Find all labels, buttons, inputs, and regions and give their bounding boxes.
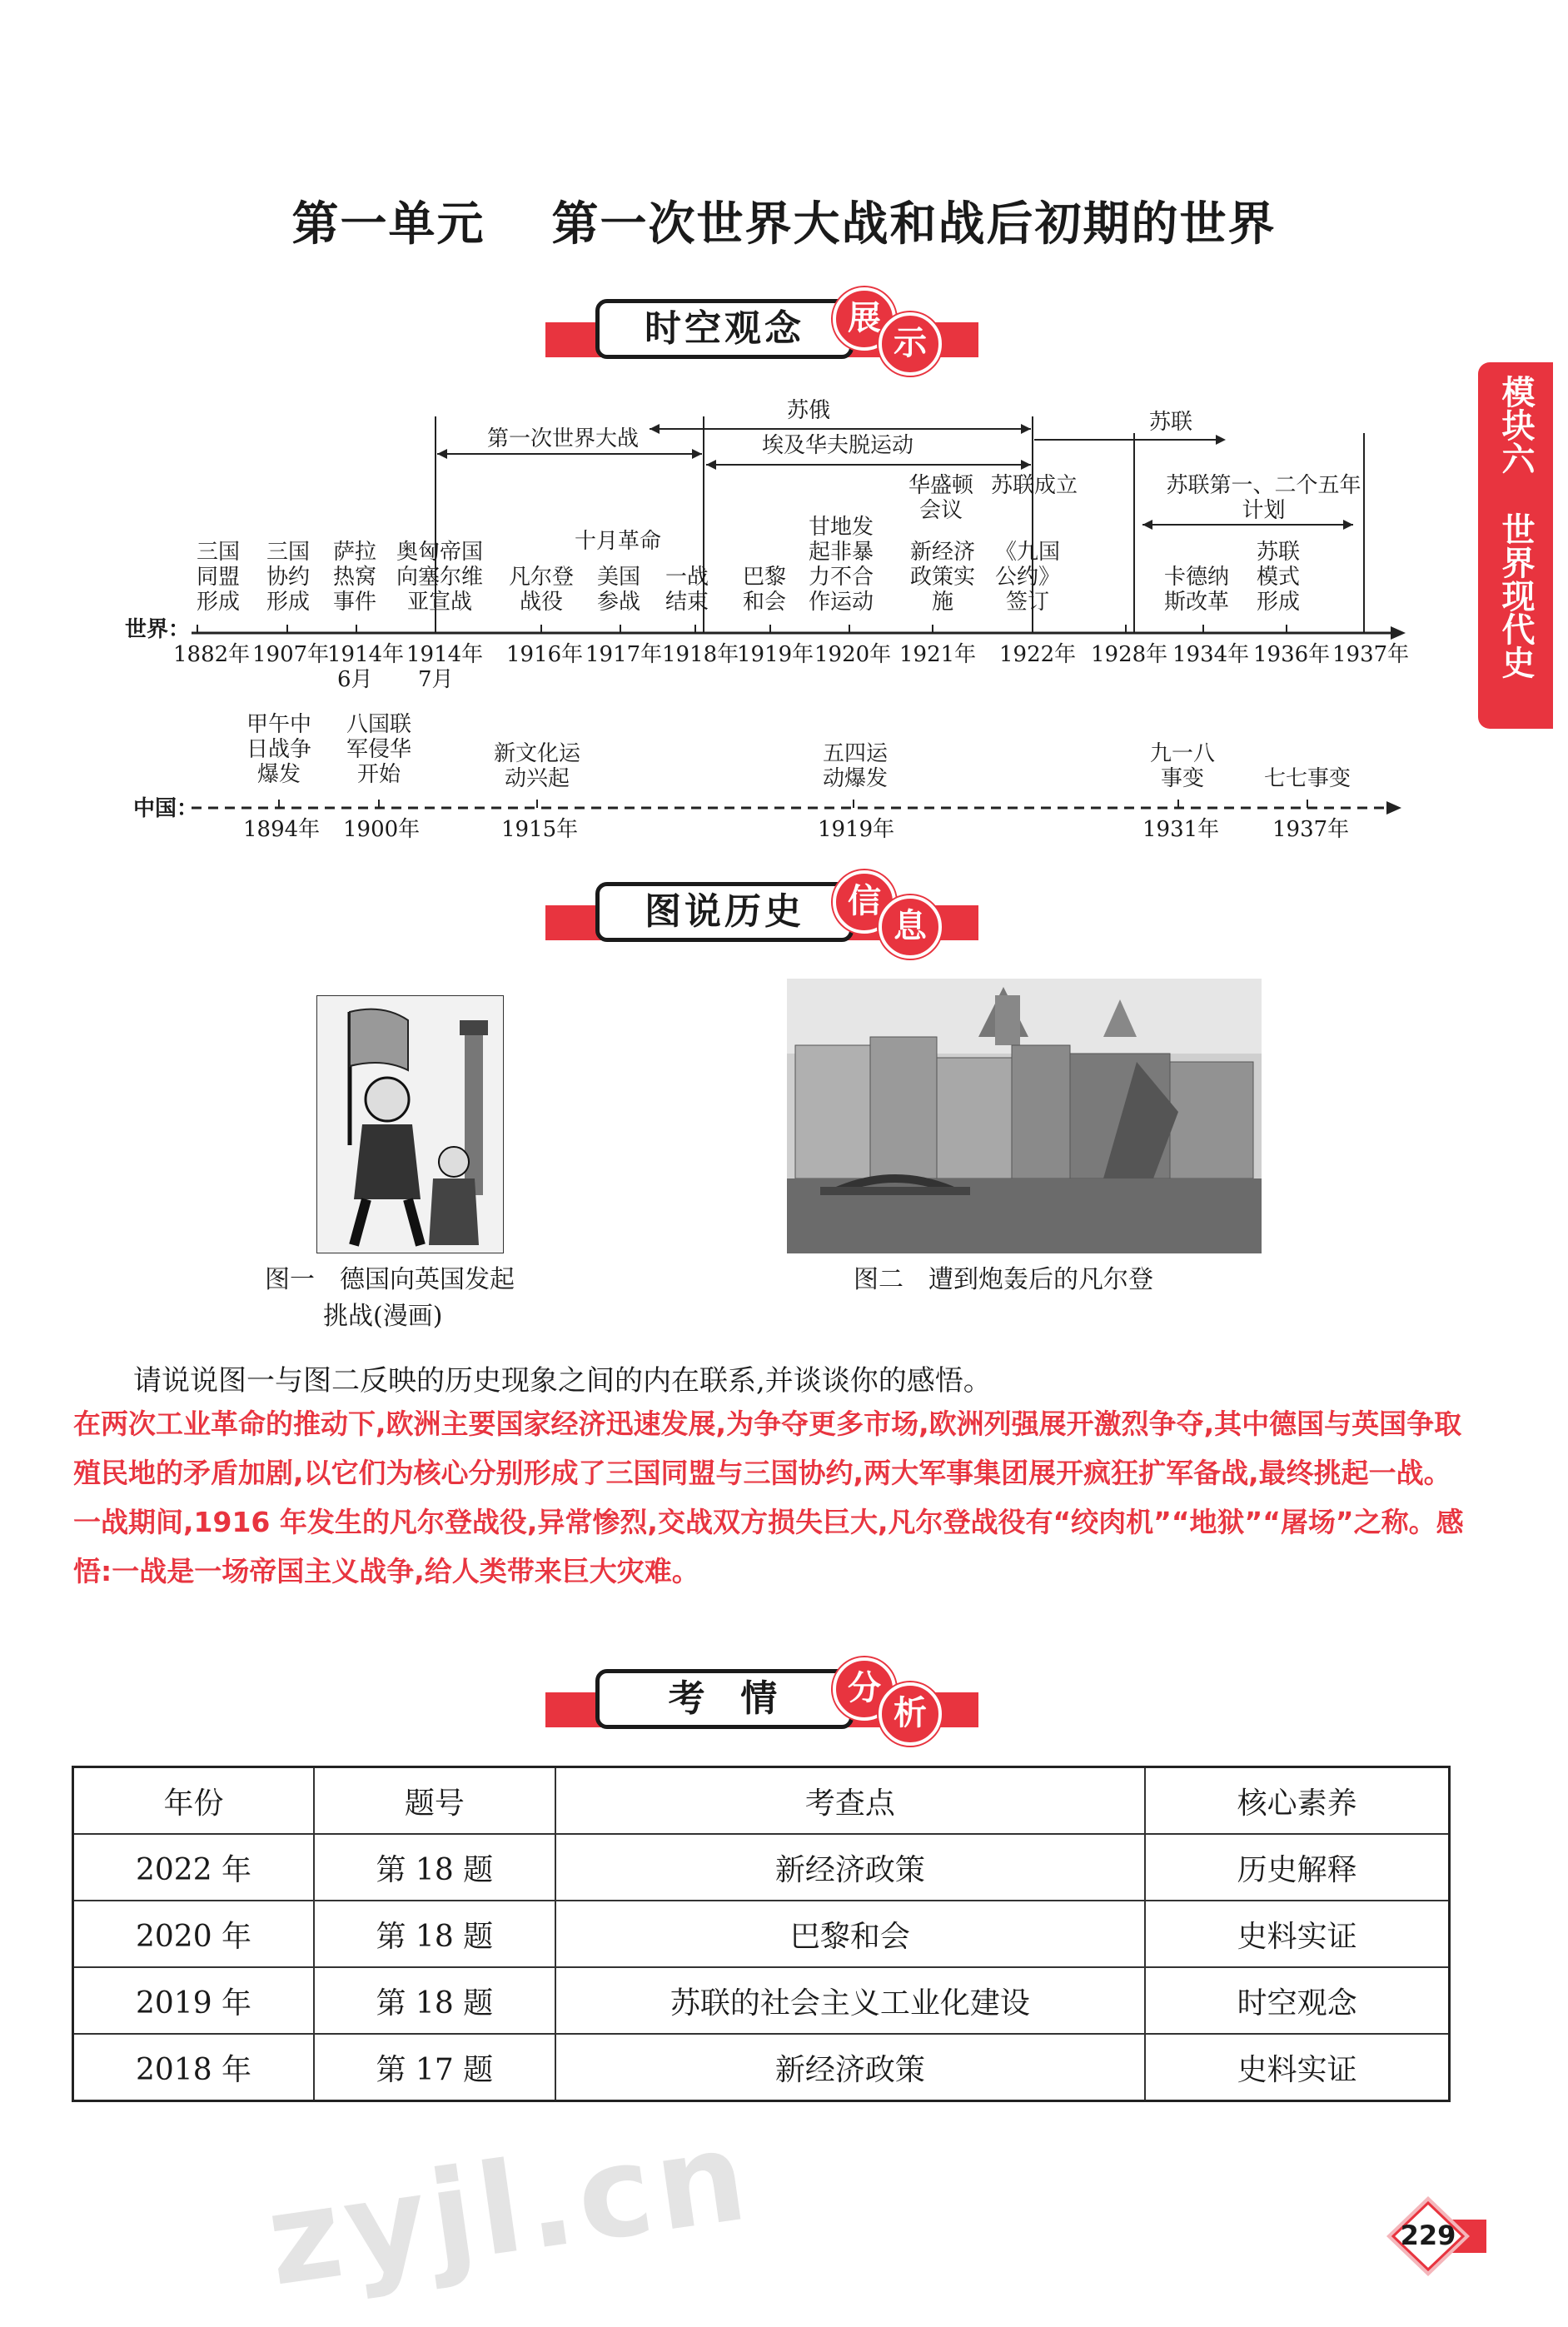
timeline-event: 七七事变 [1264,766,1351,791]
table-header: 年份 [73,1767,315,1835]
table-cell: 2022 年 [73,1834,315,1901]
table-cell: 苏联的社会主义工业化建设 [555,1967,1146,2034]
unit-label: 第一单元 [291,197,485,252]
section-badge: 信 [833,870,896,934]
section-title: 时空观念 [595,299,854,359]
table-cell: 史料实证 [1145,2034,1449,2101]
year-label: 1928年 [1091,642,1168,667]
section-badge: 展 [833,287,896,351]
span-label: 埃及华夫脱运动 [762,433,914,458]
year-label: 1919年 [737,642,814,667]
figure1-caption: 图一 德国向英国发起 挑战(漫画) [265,1265,515,1331]
span-label: 苏联 [1149,410,1193,435]
table-cell: 巴黎和会 [555,1901,1146,1967]
timeline-event: 三国同盟形成 [196,540,240,615]
question-text: 请说说图一与图二反映的历史现象之间的内在联系,并谈谈你的感悟。 [133,1364,992,1398]
figure-verdun-photo [787,979,1262,1253]
module-label: 模块六 [1496,375,1535,475]
timeline-event: 华盛顿会议 [908,473,973,523]
china-row-label: 中国： [133,796,199,821]
year-label: 1919年 [818,817,895,842]
table-cell: 2018 年 [73,2034,315,2101]
timeline-event: 苏联成立 [991,473,1078,498]
year-label: 1914年 [406,642,484,667]
timeline-event: 八国联军侵华开始 [346,712,411,787]
year-label: 1922年 [999,642,1077,667]
year-label: 1916年 [506,642,584,667]
section-badge: 分 [833,1657,896,1721]
timeline-event: 五四运动爆发 [822,741,888,791]
year-label: 1937年 [1272,817,1350,842]
year-label: 1920年 [814,642,892,667]
table-header: 核心素养 [1145,1767,1449,1835]
unit-name: 第一次世界大战和战后初期的世界 [551,197,1277,252]
timeline-event: 九一八事变 [1149,741,1215,791]
table-cell: 第 17 题 [314,2034,555,2101]
section-banner-pictures [545,870,978,950]
year-label: 1934年 [1172,642,1250,667]
timeline-event: 奥匈帝国向塞尔维亚宣战 [396,540,483,615]
table-cell: 历史解释 [1145,1834,1449,1901]
section-banner-analysis [545,1657,978,1737]
exam-analysis-table [72,1766,1451,2102]
timeline-event: 三国协约形成 [266,540,310,615]
table-header-row [73,1767,1450,1835]
year-label: 1936年 [1253,642,1331,667]
year-label: 1894年 [243,817,321,842]
table-row [73,1967,1450,2034]
table-cell: 新经济政策 [555,2034,1146,2101]
timeline-event: 凡尔登战役 [508,565,574,615]
section-badge: 析 [879,1682,942,1746]
table-row [73,1901,1450,1967]
table-cell: 第 18 题 [314,1834,555,1901]
figure-cartoon [316,995,504,1253]
section-title: 图说历史 [595,882,854,942]
timeline-event: 一战结束 [665,565,709,615]
module-subject: 世界现代史 [1496,512,1535,679]
year-label: 7月 [418,667,454,692]
year-label: 1937年 [1332,642,1410,667]
timeline-event: 甘地发起非暴力不合作运动 [808,515,874,615]
section-badge: 示 [879,312,942,376]
timeline-lines [0,0,1568,850]
table-cell: 第 18 题 [314,1901,555,1967]
timeline-event: 巴黎和会 [742,565,786,615]
year-label: 1915年 [501,817,579,842]
world-row-label: 世界： [125,617,191,642]
timeline-event: 卡德纳斯改革 [1163,565,1229,615]
timeline-event: 苏联模式形成 [1256,540,1300,615]
table-cell: 第 18 题 [314,1967,555,2034]
watermark: zyjl.cn [258,2103,759,2315]
timeline-event: 《九国公约》签订 [994,540,1060,615]
table-cell: 时空观念 [1145,1967,1449,2034]
span-label: 苏俄 [787,398,831,423]
table-header: 考查点 [555,1767,1146,1835]
span-label: 苏联第一、二个五年计划 [1166,473,1361,523]
table-row [73,1834,1450,1901]
year-label: 1921年 [899,642,977,667]
section-title: 考 情 [595,1669,854,1729]
year-label: 1882年 [173,642,251,667]
year-label: 1918年 [662,642,739,667]
year-label: 1931年 [1142,817,1220,842]
timeline-event: 新文化运动兴起 [493,741,580,791]
table-cell: 2019 年 [73,1967,315,2034]
year-label: 1917年 [585,642,663,667]
timeline-event: 萨拉热窝事件 [332,540,376,615]
table-header: 题号 [314,1767,555,1835]
page-number: 229 [1400,2220,1456,2251]
timeline-event: 十月革命 [575,529,662,554]
figure2-caption: 图二 遭到炮轰后的凡尔登 [854,1265,1153,1294]
table-cell: 新经济政策 [555,1834,1146,1901]
table-cell: 史料实证 [1145,1901,1449,1967]
timeline-event: 甲午中日战争爆发 [246,712,311,787]
year-label: 1914年 [327,642,405,667]
year-label: 1907年 [252,642,330,667]
year-label: 1900年 [343,817,421,842]
timeline-event: 新经济政策实施 [909,540,975,615]
year-label: 6月 [337,667,373,692]
table-cell: 2020 年 [73,1901,315,1967]
page-number-badge [1386,2195,1486,2278]
section-badge: 息 [879,895,942,959]
answer-text: 在两次工业革命的推动下,欧洲主要国家经济迅速发展,为争夺更多市场,欧洲列强展开激烈争夺,其中德国与英国争取殖民地的矛盾加剧,以它们为核心分别形成了三国同盟与三国协约,两大军事集团展开疯狂扩军备战,最终挑起一战。一战期间,1916 年发生的凡尔登战役,异常惨烈,交战双方损失巨大,凡尔登战役有“绞肉机”“地狱”“屠场”之称。感悟:一战是一场帝国主义战争,给人类带来巨大灾难。 [73,1408,1464,1587]
table-row [73,2034,1450,2101]
span-label: 第一次世界大战 [487,426,640,451]
timeline-event: 美国参战 [596,565,640,615]
